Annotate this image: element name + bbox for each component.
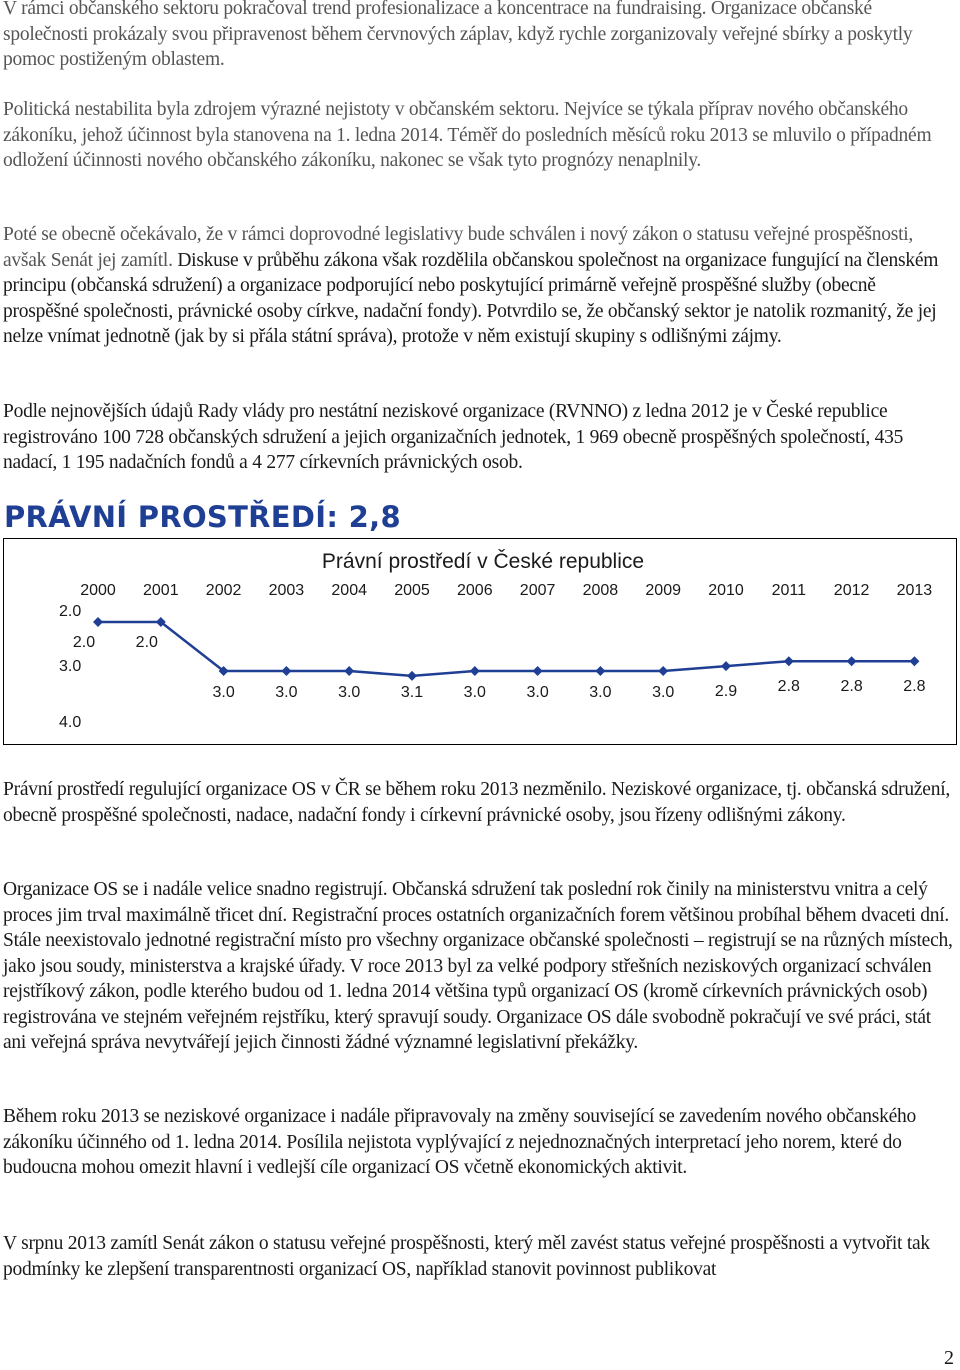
paragraph-political-instability — [3, 97, 953, 174]
y-tick-label: 2.0 — [59, 603, 82, 620]
x-tick-label: 2004 — [331, 582, 367, 599]
data-label: 2.8 — [903, 678, 926, 696]
x-tick-label: 2006 — [457, 582, 493, 599]
x-tick-label: 2012 — [833, 582, 870, 599]
paragraph-senate-rejection — [3, 1231, 953, 1282]
paragraph-text: Diskuse v průběhu zákona však rozdělila občanskou společnost na organizace fungující na členském principu (občanská sdružení) a organizace podporující nebo poskytující primárně veřejně prospěšné služby (obecně prospěšné společnosti, právnické osoby církve, nadační fondy). Potvrdilo se, že občanský sektor je natolik rozmanitý, že jej nelze vnímat jednotně (jak by si přála státní správa), protože v něm existují skupiny s odlišnými zájmy. — [3, 249, 939, 347]
data-label: 3.0 — [589, 684, 612, 701]
paragraph-text: Právní prostředí regulující organizace OS v ČR se během roku 2013 nezměnilo. Neziskové organizace, tj. občanská sdružení, obecně prospěšné společnosti, nadace, nadační fondy i církevní právnické osoby, jsou řízeny odlišnými zákony. — [3, 779, 950, 826]
legal-environment-chart — [3, 538, 957, 745]
paragraph-text: Podle nejnovějších údajů Rady vlády pro nestátní neziskové organizace (RVNNO) z ledna 2012 je v České republice registrováno 100 728 občanských sdružení a jejich organizačních jednotek, 1 969 obecně prospěšných společností, 435 nadací, 1 195 nadačních fondů a 4 277 církevních právnických osob. — [3, 401, 904, 473]
data-point-marker — [407, 671, 417, 681]
data-point-marker — [847, 656, 857, 666]
data-label: 3.1 — [400, 684, 424, 701]
data-point-marker — [658, 666, 668, 676]
y-axis-ticks — [59, 603, 81, 731]
chart-title: Právní prostředí v České republice — [321, 550, 645, 573]
data-point-marker — [533, 666, 543, 676]
data-point-marker — [93, 617, 103, 627]
chart-canvas — [4, 539, 956, 744]
x-tick-label: 2007 — [519, 582, 556, 599]
data-point-marker — [281, 666, 291, 676]
paragraph-text: Během roku 2013 se neziskové organizace i nadále připravovaly na změny související se zavedením nového občanského zákoníku účinného od 1. ledna 2014. Posílila nejistota vyplývající z nejednoznačných interpretací jeho norem, které do budoucna mohou omezit hlavní i vedlejší cíle organizací OS včetně ekonomických aktivit. — [3, 1106, 917, 1178]
data-label: 2.8 — [840, 678, 863, 696]
x-tick-label: 2000 — [80, 582, 116, 599]
data-point-marker — [344, 666, 354, 676]
data-label: 3.0 — [212, 684, 235, 701]
data-labels — [73, 634, 926, 701]
paragraph-legal-environment — [3, 777, 953, 828]
paragraph-public-benefit-law — [3, 222, 953, 350]
series-line — [98, 622, 914, 676]
paragraph-text: Poté se obecně očekávalo, že v rámci doprovodné legislativy bude schválen i nový zákon o statusu veřejné prospěšnosti, avšak Senát jej zamítl. — [3, 224, 914, 271]
y-tick-label: 4.0 — [59, 714, 82, 731]
paragraph-civil-code — [3, 1104, 953, 1181]
data-label: 3.0 — [338, 684, 361, 701]
x-tick-label: 2009 — [645, 582, 681, 599]
paragraph-volunteer-trend — [3, 0, 953, 73]
x-tick-label: 2002 — [205, 582, 242, 599]
data-label: 2.0 — [72, 634, 96, 651]
data-label: 2.0 — [135, 634, 158, 651]
data-label: 2.8 — [777, 678, 800, 696]
paragraph-rvnno-statistics — [3, 399, 953, 476]
section-heading: PRÁVNÍ PROSTŘEDÍ: 2,8 — [4, 500, 401, 534]
x-tick-label: 2010 — [708, 582, 744, 599]
data-point-marker — [470, 666, 480, 676]
x-tick-label: 2011 — [771, 582, 807, 599]
x-tick-label: 2001 — [143, 582, 179, 599]
page-number: 2 — [944, 1347, 954, 1369]
y-tick-label: 3.0 — [59, 658, 82, 675]
paragraph-text: Politická nestabilita byla zdrojem výrazné nejistoty v občanském sektoru. Nejvíce se týkala příprav nového občanského zákoníku, jehož účinnost byla stanovena na 1. ledna 2014. Téměř do posledních měsíců roku 2013 se mluvilo o případném odložení účinnosti nového občanského zákoníku, nakonec se však tyto prognózy nenaplnily. — [3, 99, 932, 171]
x-tick-label: 2008 — [582, 582, 619, 599]
data-label: 3.0 — [526, 684, 549, 701]
data-point-marker — [784, 656, 794, 666]
x-tick-label: 2013 — [896, 582, 933, 599]
x-axis-ticks — [80, 582, 932, 599]
paragraph-text: V rámci občanského sektoru pokračoval trend profesionalizace a koncentrace na fundraising. Organizace občanské společnosti prokázaly svou připravenost během červnových záplav, když rychle zorganizovaly veřejné sbírky a poskytly pomoc postiženým oblastem. — [3, 0, 913, 70]
data-label: 3.0 — [463, 684, 486, 701]
data-label: 3.0 — [652, 684, 675, 701]
paragraph-registration — [3, 877, 953, 1056]
data-point-marker — [595, 666, 605, 676]
paragraph-text: V srpnu 2013 zamítl Senát zákon o statusu veřejné prospěšnosti, který měl zavést status veřejné prospěšnosti a vytvořit tak podmínky ke zlepšení transparentnosti organizací OS, například stanovit povinnost publikovat — [3, 1233, 930, 1280]
paragraph-text: Organizace OS se i nadále velice snadno registrují. Občanská sdružení tak poslední rok činily na ministerstvu vnitra a celý proces jim trval maximálně třicet dní. Registrační proces ostatních organizačních forem většinou probíhal během dvaceti dní. Stále neexistovalo jednotné registrační místo pro všechny organizace občanské společnosti – registrují se na různých místech, jako jsou soudy, ministerstva a krajské úřady. V roce 2013 byl za velké podpory střešních neziskových organizací schválen rejstříkový zákon, podle kterého budou od 1. ledna 2014 většina typů organizací OS (kromě církevních právnických osob) registrována ve stejném veřejném rejstříku, který spravují soudy. Organizace OS dále svobodně pokračují ve své práci, stát ani veřejná správa nevytvářejí jejich činnosti žádné významné legislativní překážky. — [3, 879, 953, 1053]
data-point-marker — [909, 656, 919, 666]
data-label: 2.9 — [714, 683, 738, 701]
data-point-marker — [721, 661, 731, 671]
x-tick-label: 2005 — [394, 582, 430, 599]
data-label: 3.0 — [275, 684, 298, 701]
x-tick-label: 2003 — [268, 582, 305, 599]
